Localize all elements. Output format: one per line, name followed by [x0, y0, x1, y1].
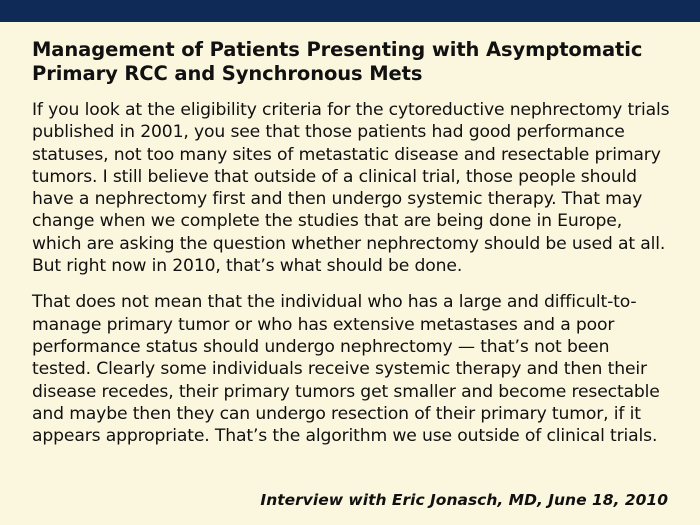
paragraph-1: If you look at the eligibility criteria for the cytoreductive nephrectomy trials published in 2001, you see that those patients had good performance statuses, not too many sites of metastatic disease and resectable primary tumors. I still believe that outside of a clinical trial, those people should have a nephrectomy first and then undergo systemic therapy. That may change when we complete the studies that are being done in Europe, which are asking the question whether nephrectomy should be used at all. But right now in 2010, that’s what should be done.: [32, 100, 670, 277]
slide-title: Management of Patients Presenting with Asymptomatic Primary RCC and Synchronous Mets: [32, 38, 643, 85]
slide-content: [32, 38, 672, 508]
interview-credit: Interview with Eric Jonasch, MD, June 18, 2010: [260, 491, 668, 509]
header-bar: [0, 0, 700, 22]
paragraph-2: That does not mean that the individual who has a large and difficult-to-manage primary tumor or who has extensive metastases and a poor performance status should undergo nephrectomy — that’s not been tested. Clearly some individuals receive systemic therapy and then their disease recedes, their primary tumors get smaller and become resectable and maybe then they can undergo resection of their primary tumor, if it appears appropriate. That’s the algorithm we use outside of clinical trials.: [32, 292, 660, 447]
